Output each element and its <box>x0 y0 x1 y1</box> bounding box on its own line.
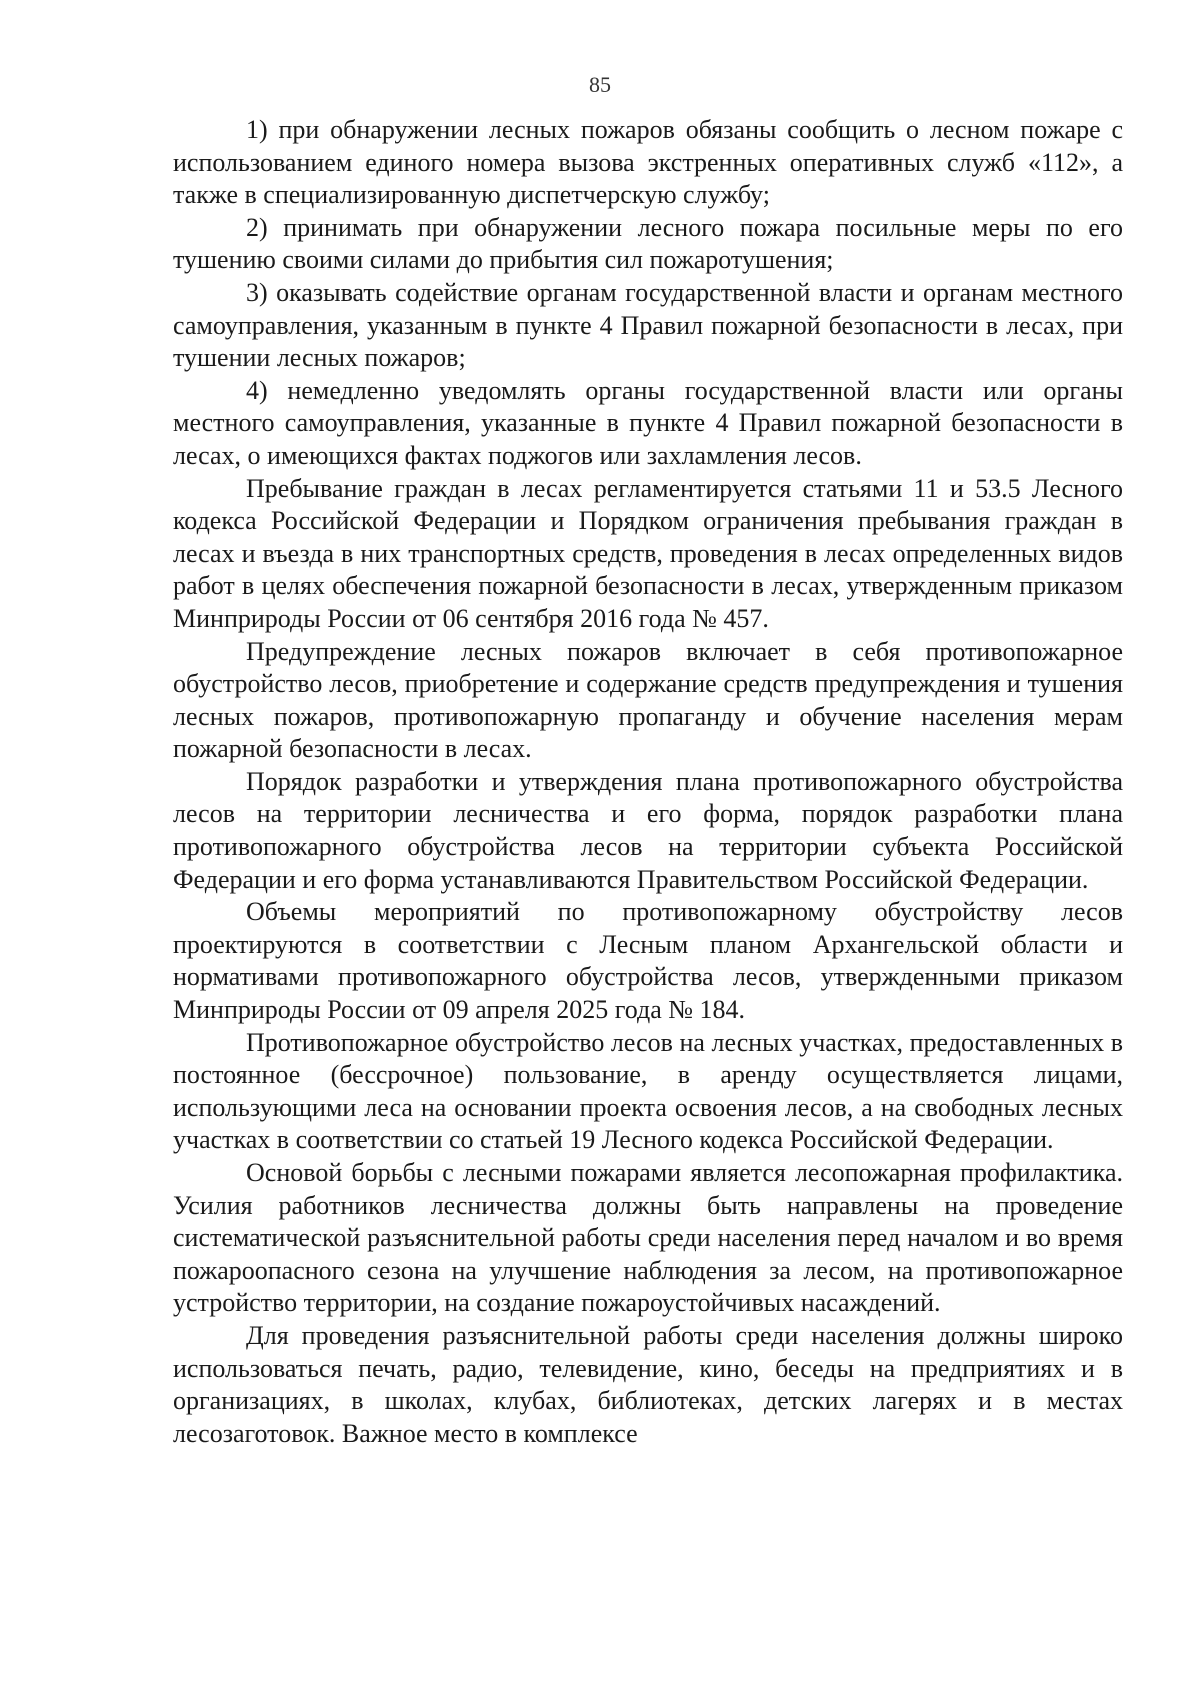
paragraph-fire-arrangement: Противопожарное обустройство лесов на лесных участках, предоставленных в постоянное (бессрочное) пользование, в аренду осуществляется лицами, использующими леса на основании проекта освоения лесов, а на свободных лесных участках в соответствии со статьей 19 Лесного кодекса Российской Федерации. <box>173 1027 1123 1155</box>
paragraph-stay-in-forests: Пребывание граждан в лесах регламентируется статьями 11 и 53.5 Лесного кодекса Российской Федерации и Порядком ограничения пребывания граждан в лесах и въезда в них транспортных средств, проведения в лесах определенных видов работ в целях обеспечения пожарной безопасности в лесах, утвержденным приказом Минприроды России от 06 сентября 2016 года № 457. <box>173 473 1123 633</box>
paragraph-item-4: 4) немедленно уведомлять органы государственной власти или органы местного самоуправления, указанные в пункте 4 Правил пожарной безопасности в лесах, о имеющихся фактах поджогов или захламления лесов. <box>173 375 1123 470</box>
paragraph-volumes: Объемы мероприятий по противопожарному обустройству лесов проектируются в соответствии с Лесным планом Архангельской области и нормативами противопожарного обустройства лесов, утвержденными приказом Минприроды России от 09 апреля 2025 года № 184. <box>173 897 1123 1025</box>
paragraph-fire-prevention: Предупреждение лесных пожаров включает в себя противопожарное обустройство лесов, приобретение и содержание средств предупреждения и тушения лесных пожаров, противопожарную пропаганду и обучение населения мерам пожарной безопасности в лесах. <box>173 636 1123 764</box>
body-text <box>173 114 1123 1450</box>
paragraph-item-2: 2) принимать при обнаружении лесного пожара посильные меры по его тушению своими силами до прибытия сил пожаротушения; <box>173 212 1123 275</box>
paragraph-prophylaxis: Основой борьбы с лесными пожарами является лесопожарная профилактика. Усилия работников лесничества должны быть направлены на проведение систематической разъяснительной работы среди населения перед началом и во время пожароопасного сезона на улучшение наблюдения за лесом, на противопожарное устройство территории, на создание пожароустойчивых насаждений. <box>173 1158 1123 1318</box>
page-number: 85 <box>589 72 611 97</box>
paragraph-plan-procedure: Порядок разработки и утверждения плана противопожарного обустройства лесов на территории лесничества и его форма, порядок разработки плана противопожарного обустройства лесов на территории субъекта Российской Федерации и его форма устанавливаются Правительством Российской Федерации. <box>173 766 1123 894</box>
paragraph-outreach: Для проведения разъяснительной работы среди населения должны широко использоваться печать, радио, телевидение, кино, беседы на предприятиях и в организациях, в школах, клубах, библиотеках, детских лагерях и в местах лесозаготовок. Важное место в комплексе <box>173 1320 1123 1448</box>
paragraph-item-3: 3) оказывать содействие органам государственной власти и органам местного самоуправления, указанным в пункте 4 Правил пожарной безопасности в лесах, при тушении лесных пожаров; <box>173 277 1123 373</box>
paragraph-item-1: 1) при обнаружении лесных пожаров обязаны сообщить о лесном пожаре с использованием единого номера вызова экстренных оперативных служб «112», а также в специализированную диспетчерскую службу; <box>173 115 1123 210</box>
